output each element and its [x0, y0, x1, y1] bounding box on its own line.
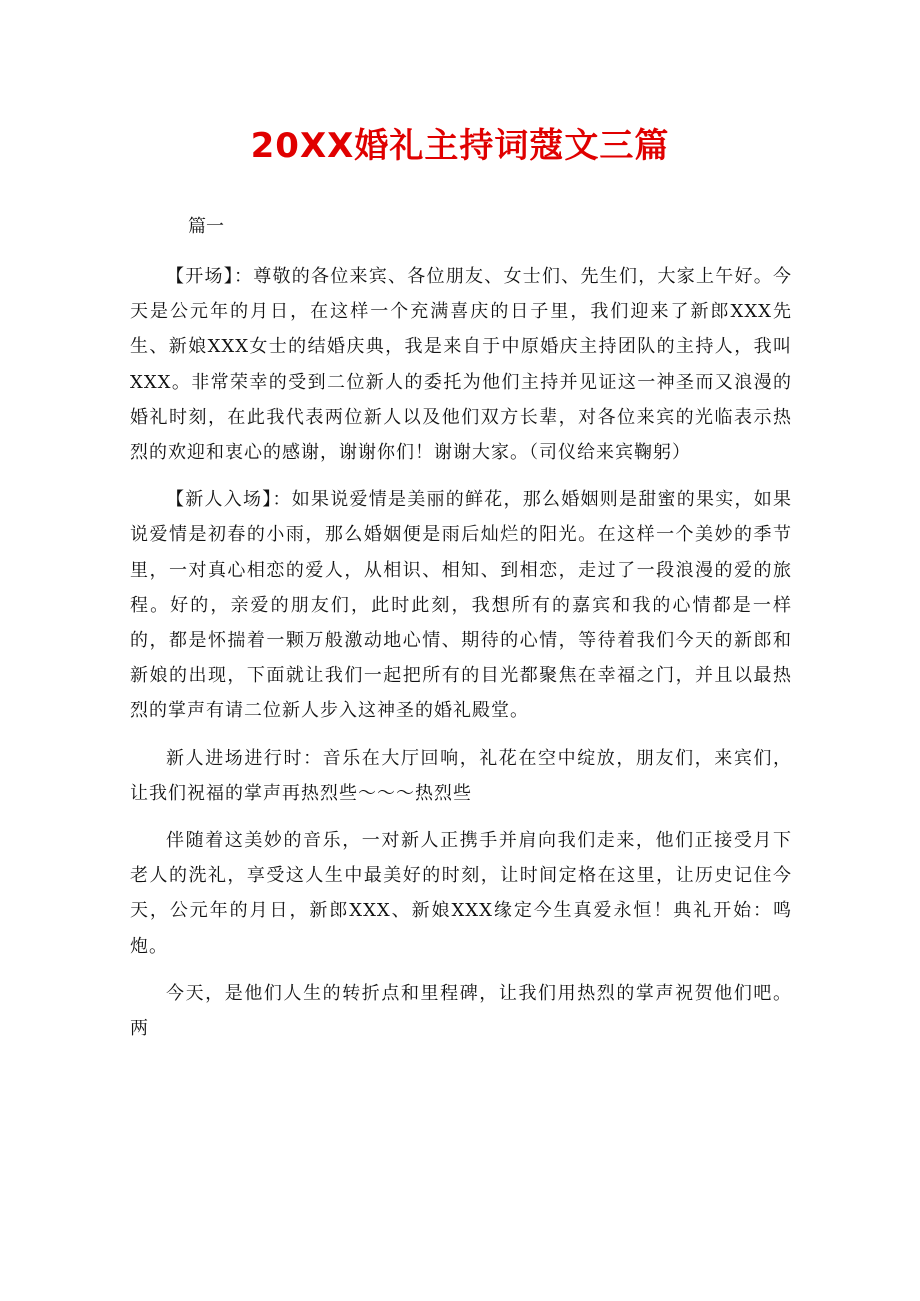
section-label: 篇一 [188, 216, 224, 237]
paragraph-turning-point: 今天，是他们人生的转折点和里程碑，让我们用热烈的掌声祝贺他们吧。两 [130, 982, 792, 1040]
paragraph-opening: 【开场】：尊敬的各位来宾、各位朋友、女士们、先生们，大家上午好。今天是公元年的月日，在这样一个充满喜庆的日子里，我们迎来了新郎XXX先生、新娘XXX女士的结婚庆典，我是来自于中原婚庆主持团队的主持人，我叫XXX。非常荣幸的受到二位新人的委托为他们主持并见证这一神圣而又浪漫的婚礼时刻，在此我代表两位新人以及他们双方长辈，对各位来宾的光临表示热烈的欢迎和衷心的感谢，谢谢你们！谢谢大家。（司仪给来宾鞠躬） [130, 266, 792, 464]
document-body [130, 210, 792, 1046]
paragraph-couple-entrance: 【新人入场】：如果说爱情是美丽的鲜花，那么婚姻则是甜蜜的果实，如果说爱情是初春的小雨，那么婚姻便是雨后灿烂的阳光。在这样一个美妙的季节里，一对真心相恋的爱人，从相识、相知、到相恋，走过了一段浪漫的爱的旅程。好的，亲爱的朋友们，此时此刻，我想所有的嘉宾和我的心情都是一样的，都是怀揣着一颗万般激动地心情、期待的心情，等待着我们今天的新郎和新娘的出现，下面就让我们一起把所有的目光都聚焦在幸福之门，并且以最热烈的掌声有请二位新人步入这神圣的婚礼殿堂。 [130, 489, 792, 722]
paragraph-entrance-in-progress: 新人进场进行时：音乐在大厅回响，礼花在空中绽放，朋友们，来宾们，让我们祝福的掌声再热烈些～～～热烈些 [130, 747, 792, 804]
paragraph-ceremony-begins: 伴随着这美妙的音乐，一对新人正携手并肩向我们走来，他们正接受月下老人的洗礼，享受这人生中最美好的时刻，让时间定格在这里，让历史记住今天，公元年的月日，新郎XXX、新娘XXX缘定今生真爱永恒！典礼开始：鸣炮。 [130, 830, 792, 957]
document-title: 20XX婚礼主持词蔻文三篇 [250, 126, 670, 166]
